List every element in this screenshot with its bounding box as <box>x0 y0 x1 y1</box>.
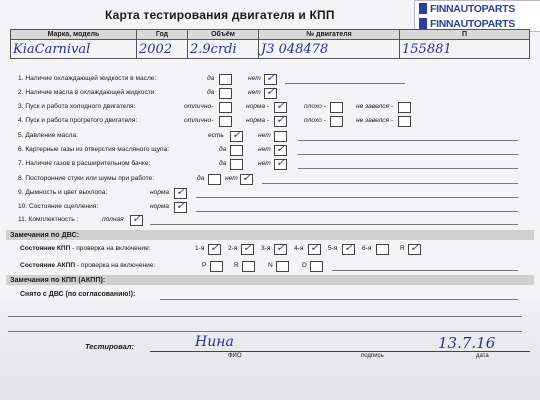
check-mark: ✓ <box>176 199 186 212</box>
checkbox[interactable] <box>398 102 411 113</box>
section-engine-notes: Замечания по ДВС: <box>6 230 534 240</box>
item-label: 3. Пуск и работа холодного двигателя: <box>18 103 136 110</box>
check-mark: ✓ <box>266 85 276 98</box>
checkbox[interactable] <box>230 159 243 170</box>
value-mileage: 155881 <box>400 40 530 59</box>
gear-label: R <box>234 262 239 269</box>
option-label: норма <box>150 189 170 196</box>
notes-line <box>298 154 518 155</box>
option-label: есть <box>208 132 224 139</box>
notes-line <box>298 168 518 169</box>
item-label: 9. Дымность и цвет выхлопа: <box>18 189 108 196</box>
brand-logo-icon <box>419 3 427 14</box>
option-label: норма - <box>246 117 270 124</box>
check-mark: ✓ <box>210 241 220 254</box>
checkbox[interactable] <box>376 244 389 255</box>
gear-label: 5-я <box>328 245 338 252</box>
option-label: плохо - <box>304 103 326 110</box>
checkbox[interactable] <box>219 74 232 85</box>
test-date-handwritten: 13.7.16 <box>438 334 496 352</box>
check-mark: ✓ <box>310 241 320 254</box>
brand-logo-icon <box>419 18 427 29</box>
notes-line <box>150 224 518 225</box>
value-engine-number: J3 048478 <box>259 40 400 59</box>
check-mark: ✓ <box>242 171 252 184</box>
option-label: нет <box>258 132 271 139</box>
notes-line <box>8 316 522 317</box>
caption-fio: ФИО <box>228 353 242 359</box>
option-label: отлично- <box>184 103 214 110</box>
option-label: полная <box>102 216 124 223</box>
item-label: 7. Наличие газов в расширительном бачке: <box>18 160 151 167</box>
section-gearbox-notes: Замечания по КПП (АКПП): <box>6 275 534 285</box>
check-mark: ✓ <box>232 128 242 141</box>
kpp-label: Состояние КПП <box>20 245 71 252</box>
check-mark: ✓ <box>176 185 186 198</box>
gear-label: 2-я <box>228 245 238 252</box>
option-label: норма - <box>246 103 270 110</box>
gear-label: R <box>400 245 405 252</box>
checkbox[interactable] <box>219 88 232 99</box>
checkbox[interactable] <box>208 174 221 185</box>
check-mark: ✓ <box>266 71 276 84</box>
option-label: да <box>219 160 227 167</box>
option-label: не завелся - <box>356 103 394 110</box>
col-year: Год <box>137 30 188 40</box>
gear-label: 1-я <box>195 245 205 252</box>
option-label: да <box>219 146 227 153</box>
value-volume: 2.9crdi <box>188 40 259 59</box>
col-make-model: Марка, модель <box>11 30 137 40</box>
notes-line <box>285 83 405 84</box>
header-table <box>10 29 530 59</box>
check-mark: ✓ <box>132 212 142 225</box>
removed-label: Снято с ДВС (по согласованию!): <box>20 291 136 298</box>
checkbox[interactable] <box>310 261 323 272</box>
notes-line <box>196 211 518 212</box>
check-mark: ✓ <box>344 241 354 254</box>
option-label: нет <box>258 160 271 167</box>
item-label: 5. Давление масла: <box>18 132 78 139</box>
option-label: нет <box>225 175 238 182</box>
check-mark: ✓ <box>276 99 286 112</box>
tester-name-handwritten: Нина <box>195 334 234 350</box>
check-mark: ✓ <box>276 113 286 126</box>
checkbox[interactable] <box>210 261 223 272</box>
option-label: норма <box>150 203 170 210</box>
kpp-desc: - проверка на включение: <box>70 245 151 252</box>
value-year: 2002 <box>137 40 188 59</box>
tested-label: Тестировал: <box>85 342 134 351</box>
checkbox[interactable] <box>330 116 343 127</box>
gear-label: D <box>302 262 307 269</box>
checkbox[interactable] <box>398 116 411 127</box>
checkbox[interactable] <box>330 102 343 113</box>
notes-line <box>8 331 522 332</box>
akpp-label: Состояние АКПП <box>20 262 76 269</box>
notes-line <box>196 197 518 198</box>
checkbox[interactable] <box>219 102 232 113</box>
notes-line <box>332 270 518 271</box>
caption-signature: подпись <box>361 353 384 359</box>
check-mark: ✓ <box>410 241 420 254</box>
check-mark: ✓ <box>276 241 286 254</box>
item-label: 11. Комплектность : <box>18 216 79 223</box>
col-mileage: П <box>400 30 530 40</box>
check-mark: ✓ <box>243 241 253 254</box>
option-label: не завелся - <box>356 117 394 124</box>
brand-name: FINNAUTOPARTS <box>430 2 515 15</box>
item-label: 4. Пуск и работа прогретого двигателя: <box>18 117 138 124</box>
option-label: отлично- <box>184 117 214 124</box>
caption-date: дата <box>476 353 489 359</box>
value-make-model: KiaCarnival <box>11 40 137 59</box>
col-volume: Объём <box>188 30 259 40</box>
gear-label: 4-я <box>294 245 304 252</box>
item-label: 10. Состояние сцепления: <box>18 203 99 210</box>
option-label: да <box>207 75 215 82</box>
check-mark: ✓ <box>276 156 286 169</box>
col-engine-number: № двигателя <box>259 30 400 40</box>
gear-label: N <box>268 262 273 269</box>
item-label: 1. Наличие охлаждающей жидкости в масле: <box>18 75 157 82</box>
brand-watermark <box>414 0 540 32</box>
item-label: 8. Посторонние стуки или шумы при работе: <box>18 175 155 182</box>
checkbox[interactable] <box>242 261 255 272</box>
option-label: нет <box>258 146 271 153</box>
akpp-row <box>20 262 155 269</box>
option-label: нет <box>248 89 261 96</box>
option-label: нет <box>248 75 261 82</box>
item-label: 6. Картерные газы из отверстия масляного щупа: <box>18 146 170 153</box>
check-mark: ✓ <box>276 142 286 155</box>
notes-line <box>298 140 518 141</box>
option-label: плохо - <box>304 117 326 124</box>
notes-line <box>262 183 518 184</box>
akpp-desc: - проверка на включение: <box>75 262 156 269</box>
option-label: да <box>197 175 205 182</box>
notes-line <box>160 299 518 300</box>
gear-label: 3-я <box>261 245 271 252</box>
gear-label: P <box>202 262 207 269</box>
checkbox[interactable] <box>276 261 289 272</box>
brand-name: FINNAUTOPARTS <box>430 17 515 30</box>
checkbox[interactable] <box>230 145 243 156</box>
option-label: да <box>207 89 215 96</box>
checkbox[interactable] <box>274 131 287 142</box>
page-title: Карта тестирования двигателя и КПП <box>105 8 335 22</box>
item-label: 2. Наличие масла в охлаждающей жидкости: <box>18 89 157 96</box>
gear-label: 6-я <box>362 245 372 252</box>
kpp-row <box>20 245 151 252</box>
checkbox[interactable] <box>219 116 232 127</box>
